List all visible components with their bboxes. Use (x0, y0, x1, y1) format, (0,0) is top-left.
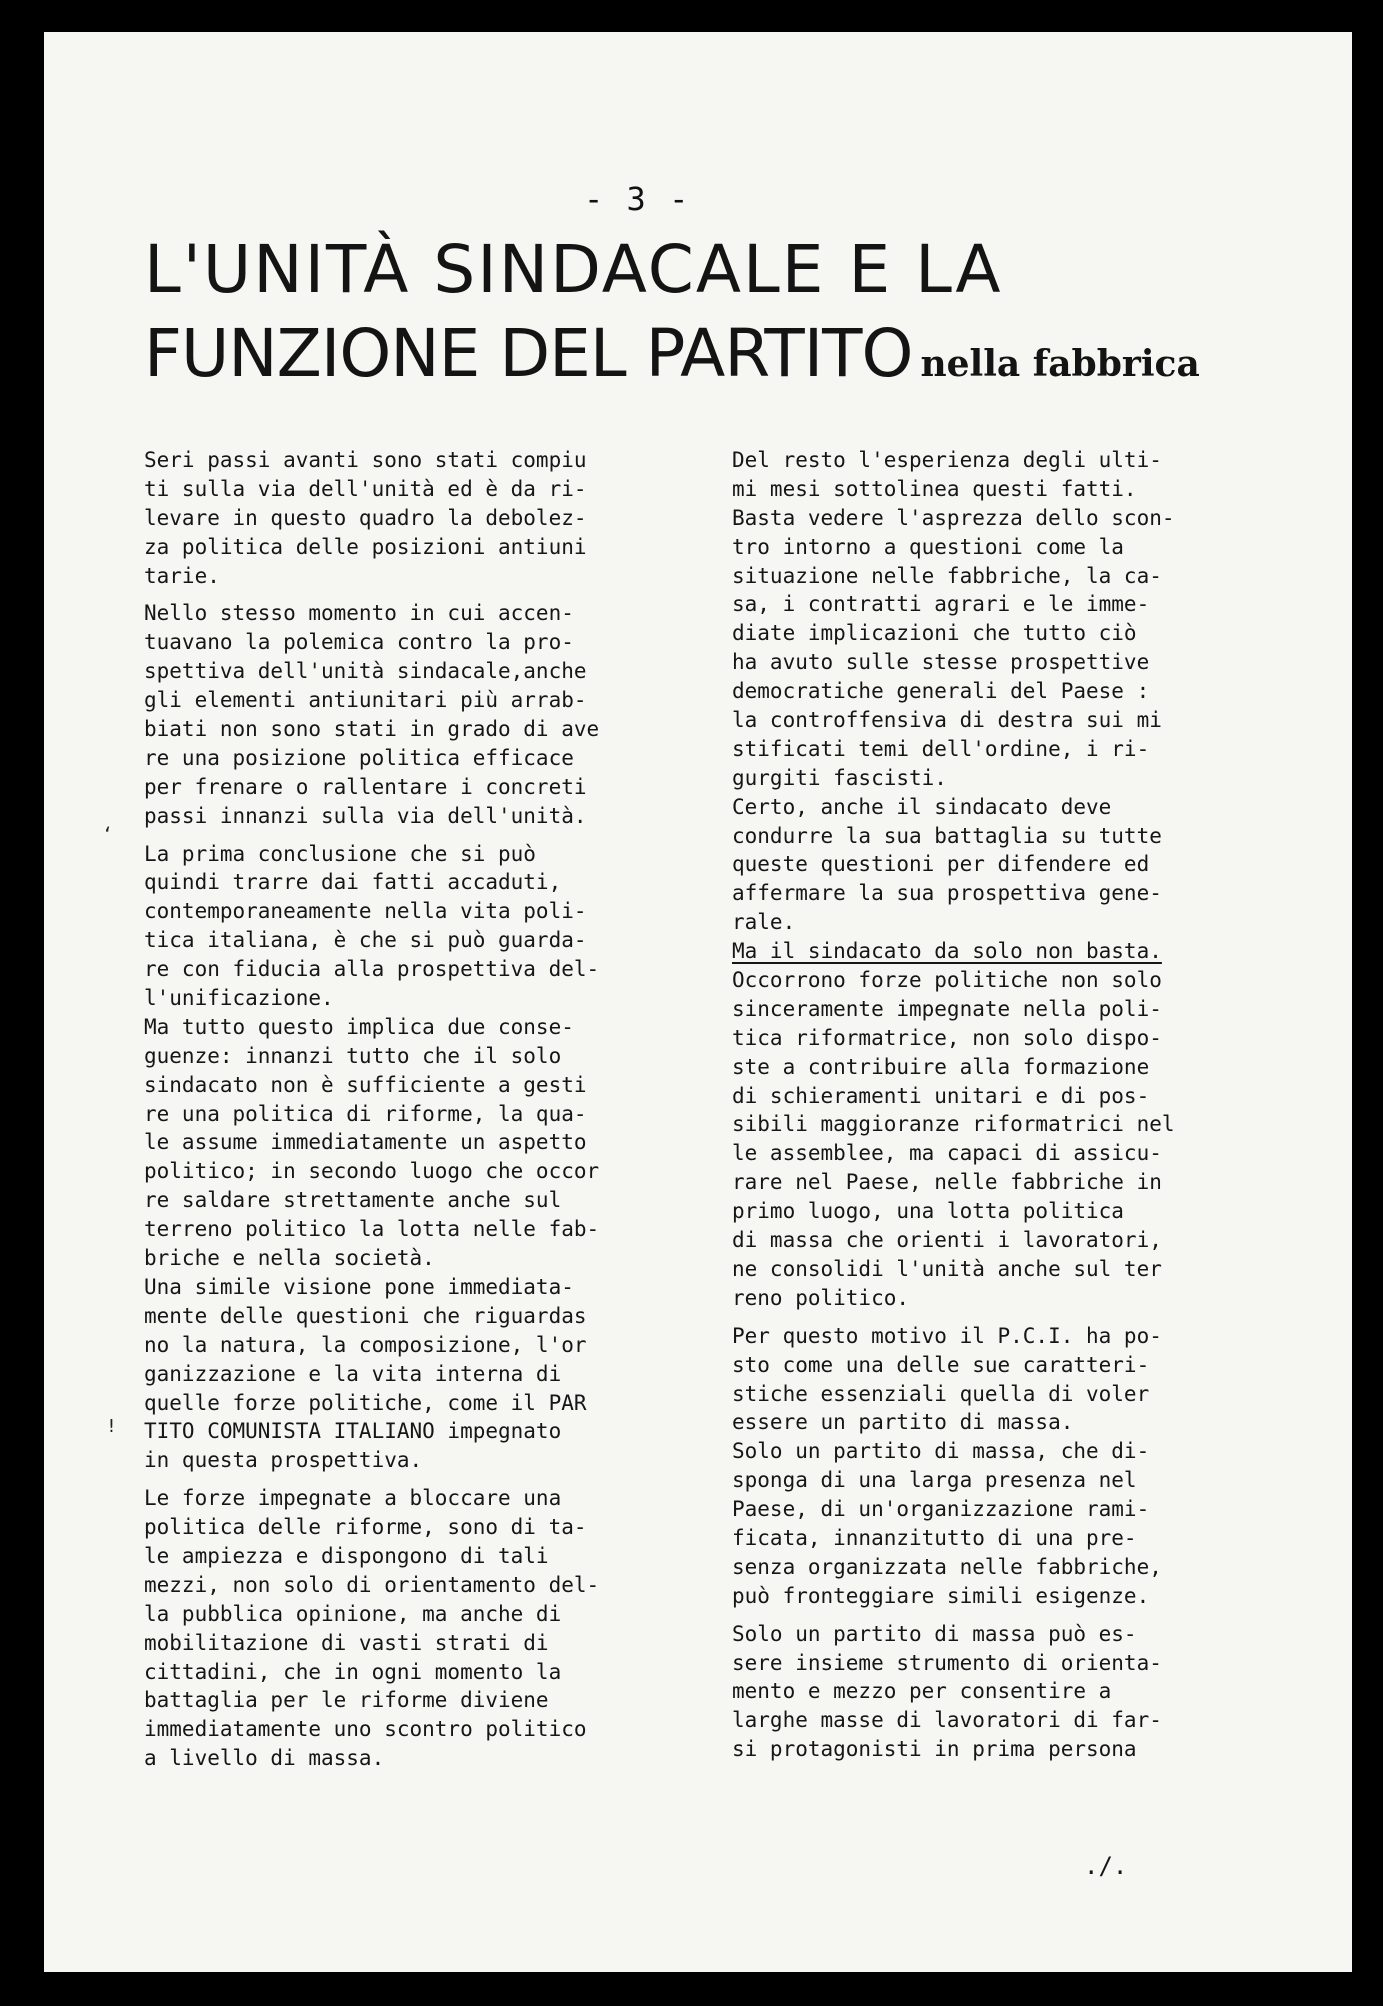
page-number: - 3 - (584, 180, 691, 218)
text-line: condurre la sua battaglia su tutte (732, 823, 1162, 848)
text-line: Basta vedere l'asprezza dello scon- (732, 505, 1175, 530)
text-line: sa, i contratti agrari e le imme- (732, 592, 1150, 617)
text-line: rare nel Paese, nelle fabbriche in (732, 1170, 1162, 1195)
text-line: politica delle riforme, sono di ta- (144, 1515, 587, 1540)
text-line: gurgiti fascisti. (732, 765, 947, 790)
document-page (44, 32, 1352, 1972)
text-line: di schieramenti unitari e di pos- (732, 1083, 1150, 1108)
title-line-1: L'UNITÀ SINDACALE E LA (144, 231, 1003, 308)
text-line: può fronteggiare simili esigenze. (732, 1583, 1150, 1608)
text-line: tro intorno a questioni come la (732, 534, 1124, 559)
text-line: Nello stesso momento in cui accen- (144, 601, 574, 626)
text-line: sindacato non è sufficiente a gesti (144, 1072, 587, 1097)
text-line: l'unificazione. (144, 986, 334, 1011)
text-line: passi innanzi sulla via dell'unità. (144, 803, 587, 828)
text-line: levare in questo quadro la debolez- (144, 505, 587, 530)
text-line: briche e nella società. (144, 1246, 435, 1271)
text-line: za politica delle posizioni antiuni (144, 534, 587, 559)
text-line: cittadini, che in ogni momento la (144, 1659, 562, 1684)
underlined-text-line: Ma il sindacato da solo non basta. (732, 939, 1162, 964)
text-line: ste a contribuire alla formazione (732, 1054, 1150, 1079)
text-line: re una politica di riforme, la qua- (144, 1101, 587, 1126)
text-line: diate implicazioni che tutto ciò (732, 621, 1137, 646)
text-line: mobilitazione di vasti strati di (144, 1630, 549, 1655)
text-line: Paese, di un'organizzazione rami- (732, 1497, 1150, 1522)
text-line: quelle forze politiche, come il PAR (144, 1390, 587, 1415)
text-line: Solo un partito di massa può es- (732, 1621, 1137, 1646)
text-line: rale. (732, 910, 796, 935)
title-line-2 (144, 312, 1200, 406)
margin-tick-mark: ‘ (102, 824, 113, 845)
text-line: le ampiezza e dispongono di tali (144, 1543, 549, 1568)
paragraph (732, 1620, 1175, 1764)
text-line: le assemblee, ma capaci di assicu- (732, 1141, 1162, 1166)
text-line: a livello di massa. (144, 1746, 385, 1771)
text-line: queste questioni per difendere ed (732, 852, 1150, 877)
text-line: mezzi, non solo di orientamento del- (144, 1572, 600, 1597)
text-line: Le forze impegnate a bloccare una (144, 1486, 562, 1511)
text-line: re saldare strettamente anche sul (144, 1188, 562, 1213)
text-line: sponga di una larga presenza nel (732, 1468, 1137, 1493)
text-line: guenze: innanzi tutto che il solo (144, 1043, 562, 1068)
text-line: re con fiducia alla prospettiva del- (144, 957, 600, 982)
text-line: la controffensiva di destra sui mi (732, 708, 1162, 733)
text-line: Del resto l'esperienza degli ulti- (732, 448, 1162, 472)
paragraph (144, 446, 599, 590)
text-line: stificati temi dell'ordine, i ri- (732, 736, 1150, 761)
text-line: terreno politico la lotta nelle fab- (144, 1217, 600, 1242)
text-line: no la natura, la composizione, l'or (144, 1332, 587, 1357)
text-line: quindi trarre dai fatti accaduti, (144, 870, 562, 895)
text-line: tica riformatrice, non solo dispo- (732, 1025, 1162, 1050)
text-line: essere un partito di massa. (732, 1410, 1074, 1435)
text-line: stiche essenziali quella di voler (732, 1381, 1150, 1406)
margin-tick-mark: ! (106, 1416, 117, 1437)
text-line: la pubblica opinione, ma anche di (144, 1601, 562, 1626)
text-line: TITO COMUNISTA ITALIANO impegnato (144, 1419, 562, 1444)
paragraph (732, 446, 1175, 1313)
text-line: ha avuto sulle stesse prospettive (732, 650, 1150, 675)
text-line: larghe masse di lavoratori di far- (732, 1708, 1162, 1733)
text-line: mi mesi sottolinea questi fatti. (732, 476, 1137, 501)
text-line: in questa prospettiva. (144, 1448, 423, 1473)
text-line: sinceramente impegnate nella poli- (732, 996, 1162, 1021)
text-line: ne consolidi l'unità anche sul ter (732, 1256, 1162, 1281)
text-line: re una posizione politica efficace (144, 745, 574, 770)
text-line: biati non sono stati in grado di ave (144, 717, 600, 742)
text-line: immediatamente uno scontro politico (144, 1717, 587, 1742)
text-line: senza organizzata nelle fabbriche, (732, 1554, 1162, 1579)
text-line: si protagonisti in prima persona (732, 1737, 1137, 1762)
text-line: La prima conclusione che si può (144, 841, 536, 866)
text-line: Seri passi avanti sono stati compiu (144, 448, 587, 472)
text-line: Occorrono forze politiche non solo (732, 968, 1162, 993)
text-line: contemporaneamente nella vita poli- (144, 899, 587, 924)
title-line-2-main: FUNZIONE DEL PARTITO (144, 315, 913, 392)
paragraph (144, 840, 599, 1476)
text-line: Per questo motivo il P.C.I. ha po- (732, 1323, 1162, 1348)
text-line: sere insieme strumento di orienta- (732, 1650, 1162, 1675)
text-line: battaglia per le riforme diviene (144, 1688, 549, 1713)
text-line: primo luogo, una lotta politica (732, 1199, 1124, 1224)
text-line: mento e mezzo per consentire a (732, 1679, 1112, 1704)
text-line: Certo, anche il sindacato deve (732, 794, 1112, 819)
text-line: Solo un partito di massa, che di- (732, 1439, 1150, 1464)
text-line: ganizzazione e la vita interna di (144, 1361, 562, 1386)
text-line: tuavano la polemica contro la pro- (144, 630, 574, 655)
text-line: sto come una delle sue caratteri- (732, 1352, 1150, 1377)
text-line: ficata, innanzitutto di una pre- (732, 1525, 1137, 1550)
paragraph (732, 1322, 1175, 1611)
text-line: situazione nelle fabbriche, la ca- (732, 563, 1162, 588)
text-line: ti sulla via dell'unità ed è da ri- (144, 476, 587, 501)
paragraph (144, 599, 599, 830)
paragraph (144, 1484, 599, 1773)
text-line: Una simile visione pone immediata- (144, 1274, 574, 1299)
text-line: tica italiana, è che si può guarda- (144, 928, 587, 953)
title-handwritten-addition: nella fabbrica (920, 343, 1200, 385)
text-line: spettiva dell'unità sindacale,anche (144, 659, 587, 684)
text-line: reno politico. (732, 1285, 910, 1310)
text-line: gli elementi antiunitari più arrab- (144, 688, 587, 713)
text-line: tarie. (144, 563, 220, 588)
text-line: democratiche generali del Paese : (732, 679, 1150, 704)
article-title (144, 228, 1200, 406)
text-line: politico; in secondo luogo che occor (144, 1159, 600, 1184)
text-line: le assume immediatamente un aspetto (144, 1130, 587, 1155)
text-line: Ma tutto questo implica due conse- (144, 1014, 574, 1039)
page-continuation-mark: ./. (1084, 1852, 1128, 1880)
right-text-column (732, 446, 1175, 1773)
text-line: affermare la sua prospettiva gene- (732, 881, 1162, 906)
text-line: sibili maggioranze riformatrici nel (732, 1112, 1175, 1137)
text-line: mente delle questioni che riguardas (144, 1303, 587, 1328)
text-line: per frenare o rallentare i concreti (144, 774, 587, 799)
left-text-column (144, 446, 599, 1782)
text-line: di massa che orienti i lavoratori, (732, 1228, 1162, 1253)
